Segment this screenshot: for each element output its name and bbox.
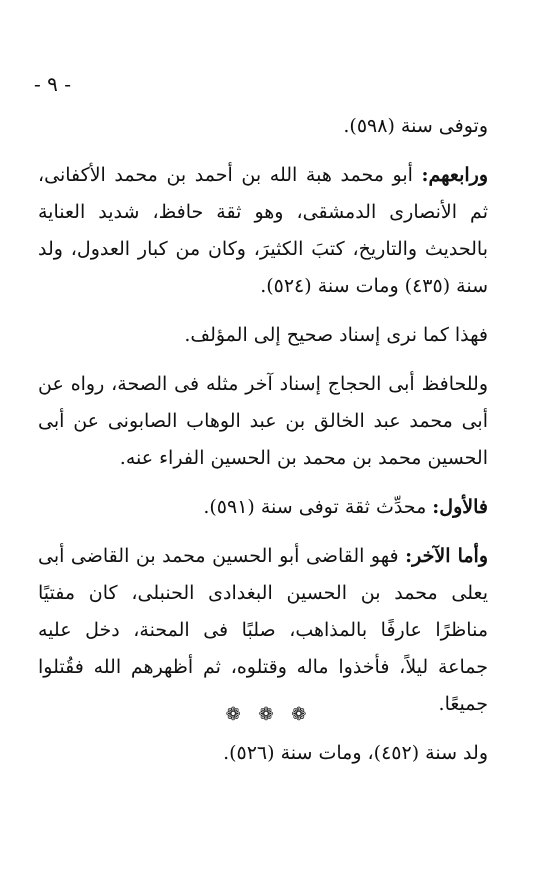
paragraph-fourth-narrator xyxy=(38,157,500,305)
paragraph-second xyxy=(38,538,500,723)
paragraph-text: وللحافظ أبى الحجاج إسناد آخر مثله فى الصحة، رواه عن أبى محمد عبد الخالق بن عبد الوهاب الصابونى عن أبى الحسين محمد بن محمد بن الحسين الفراء عنه. xyxy=(38,373,488,469)
paragraph-text: ولد سنة (٤٥٢)، ومات سنة (٥٢٦). xyxy=(223,742,488,764)
page-number: - ٩ - xyxy=(34,72,71,96)
paragraph-birth-death xyxy=(38,735,500,772)
paragraph-text: فهو القاضى أبو الحسين محمد بن القاضى أبى يعلى محمد بن الحسين البغدادى الحنبلى، كان مفتيًا مناظرًا عارفًا بالمذاهب، صلبًا فى المحنة، دخل عليه جماعة ليلاً، فأخذوا ماله وقتلوه، ثم أظهرهم الله فقُتلوا جميعًا. xyxy=(38,545,488,715)
paragraph-text: وتوفى سنة (٥٩٨). xyxy=(343,115,488,137)
paragraph-lead: فالأول: xyxy=(432,496,488,518)
paragraph-chain-authentic xyxy=(38,317,500,354)
paragraph-other-chain xyxy=(38,366,500,477)
paragraph-text: محدِّث ثقة توفى سنة (٥٩١). xyxy=(203,496,433,518)
paragraph-death-year xyxy=(38,108,500,145)
paragraph-text: فهذا كما نرى إسناد صحيح إلى المؤلف. xyxy=(184,324,488,346)
paragraph-text: أبو محمد هبة الله بن أحمد بن محمد الأكفانى، ثم الأنصارى الدمشقى، وهو ثقة حافظ، شديد العناية بالحديث والتاريخ، كتبَ الكثيرَ، وكان من كبار العدول، ولد سنة (٤٣٥) ومات سنة (٥٢٤). xyxy=(38,164,488,297)
paragraph-first xyxy=(38,489,500,526)
body-text xyxy=(38,108,500,784)
section-separator: ❁ ❁ ❁ xyxy=(225,704,313,725)
paragraph-lead: وأما الآخر: xyxy=(405,545,488,567)
paragraph-lead: ورابعهم: xyxy=(421,164,488,186)
